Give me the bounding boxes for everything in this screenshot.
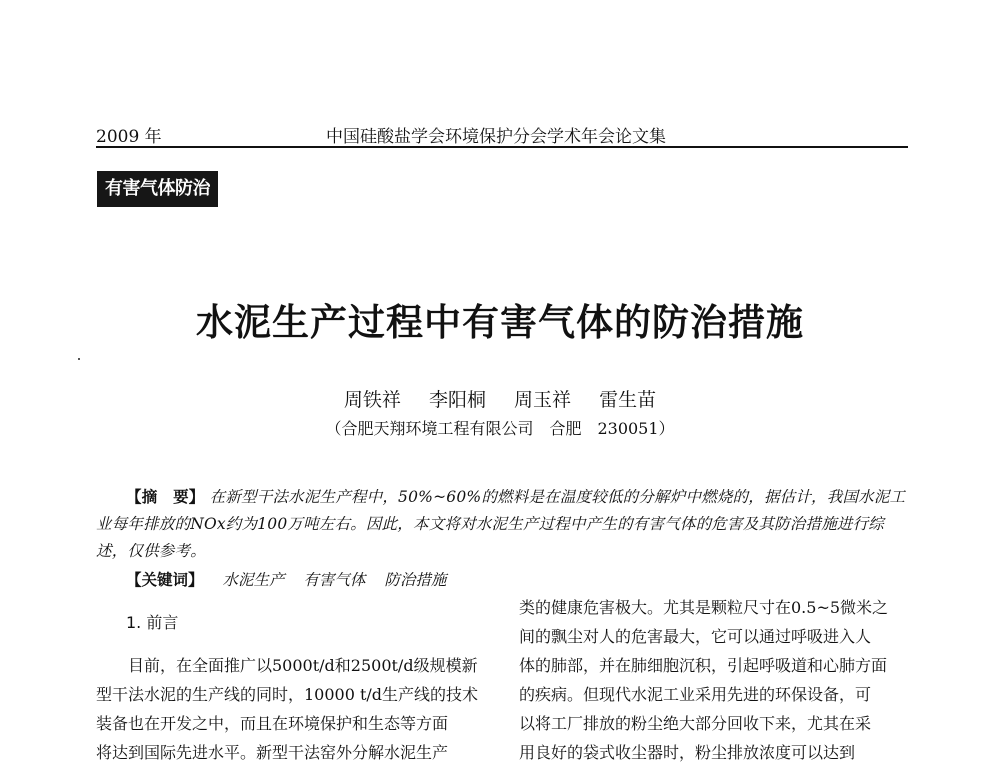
text-line: 型干法水泥的生产线的同时，10000 t/d生产线的技术 xyxy=(96,685,479,704)
author: 周玉祥 xyxy=(514,389,572,411)
text-line: 间的飘尘对人的危害最大，它可以通过呼吸进入人 xyxy=(519,627,872,646)
text-line: 以将工厂排放的粉尘绝大部分回收下来，尤其在采 xyxy=(519,714,872,733)
abstract xyxy=(96,484,908,565)
section-heading: 1. 前言 xyxy=(126,613,179,632)
section-tag: 有害气体防治 xyxy=(97,171,218,207)
text-line: 将达到国际先进水平。新型干法窑外分解水泥生产 xyxy=(96,743,449,762)
header-rule xyxy=(96,146,908,148)
abstract-text: 在新型干法水泥生产程中，50%~60%的燃料是在温度较低的分解炉中燃烧的，据估计，我国水泥工业每年排放的NOx约为100万吨左右。因此，本文将对水泥生产过程中产生的有害气体的危害及其防治措施进行综述，仅供参考。 xyxy=(96,488,906,560)
author-list xyxy=(0,385,1000,412)
author: 周铁祥 xyxy=(343,389,401,411)
abstract-label: 【摘 要】 xyxy=(126,488,205,506)
author: 雷生苗 xyxy=(599,389,657,411)
author: 李阳桐 xyxy=(428,389,486,411)
affiliation: （合肥天翔环境工程有限公司 合肥 230051） xyxy=(325,419,675,438)
running-header-year: 2009 年 xyxy=(96,127,162,147)
keyword: 有害气体 xyxy=(303,571,366,589)
text-line: 装备也在开发之中，而且在环境保护和生态等方面 xyxy=(96,714,449,733)
body-column-right xyxy=(519,593,911,767)
keywords xyxy=(126,568,446,590)
text-line: 目前，在全面推广以5000t/d和2500t/d级规模新 xyxy=(96,656,478,675)
text-line: 类的健康危害极大。尤其是颗粒尺寸在0.5~5微米之 xyxy=(519,598,889,617)
keyword: 防治措施 xyxy=(384,571,447,589)
text-line: 用良好的袋式收尘器时，粉尘排放浓度可以达到 xyxy=(519,743,856,762)
margin-speck xyxy=(78,358,80,360)
keywords-label: 【关键词】 xyxy=(126,571,204,589)
keyword: 水泥生产 xyxy=(222,571,285,589)
body-column-left xyxy=(96,651,486,767)
running-header-journal: 中国硅酸盐学会环境保护分会学术年会论文集 xyxy=(326,127,666,147)
paper-title: 水泥生产过程中有害气体的防治措施 xyxy=(196,300,804,344)
text-line: 体的肺部，并在肺细胞沉积，引起呼吸道和心肺方面 xyxy=(519,656,888,675)
text-line: 的疾病。但现代水泥工业采用先进的环保设备，可 xyxy=(519,685,872,704)
